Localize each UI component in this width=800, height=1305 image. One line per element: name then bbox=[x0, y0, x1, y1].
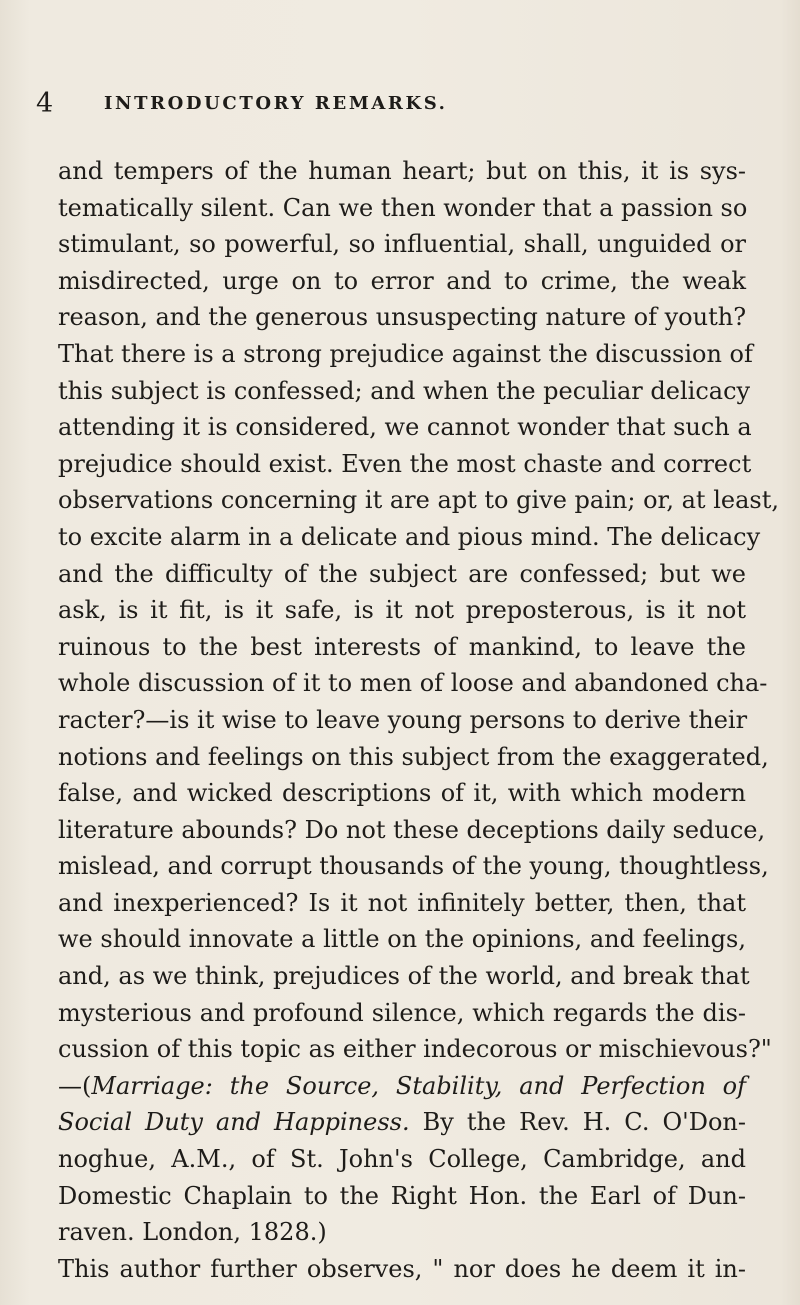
text-line: That there is a strong prejudice against the discussion of bbox=[58, 339, 753, 368]
text-line: to excite alarm in a delicate and pious mind. The delicacy bbox=[58, 522, 761, 551]
text-line: mysterious and profound silence, which regards the dis- bbox=[58, 998, 746, 1027]
text-line: ask, is it fit, is it safe, is it not preposterous, is it not bbox=[58, 596, 746, 625]
text-line: tematically silent. Can we then wonder that a passion so bbox=[58, 193, 748, 222]
page-header bbox=[36, 84, 756, 124]
citation-line bbox=[58, 1104, 746, 1141]
text-line: this subject is confessed; and when the peculiar delicacy bbox=[58, 376, 751, 405]
text-line: racter?—is it wise to leave young persons to derive their bbox=[58, 705, 748, 734]
text-line: misdirected, urge on to error and to crime, the weak bbox=[58, 266, 746, 295]
text-line: Domestic Chaplain to the Right Hon. the Earl of Dun- bbox=[58, 1181, 746, 1210]
citation-author: By the Rev. H. C. O'Don- bbox=[409, 1108, 746, 1137]
text-line: cussion of this topic as either indecorous or mischievous?" bbox=[58, 1035, 772, 1064]
text-line: attending it is considered, we cannot wonder that such a bbox=[58, 413, 752, 442]
citation-line bbox=[58, 1068, 746, 1105]
text-line: and inexperienced? Is it not infinitely better, then, that bbox=[58, 888, 746, 917]
text-line: mislead, and corrupt thousands of the young, thoughtless, bbox=[58, 852, 769, 881]
text-line: and the difficulty of the subject are confessed; but we bbox=[58, 559, 746, 588]
text-line: This author further observes, " nor does he deem it in- bbox=[58, 1254, 746, 1283]
running-title: INTRODUCTORY REMARKS. bbox=[104, 93, 448, 114]
text-line: raven. London, 1828.) bbox=[58, 1218, 327, 1247]
text-line: reason, and the generous unsuspecting nature of youth? bbox=[58, 303, 747, 332]
text-line: false, and wicked descriptions of it, with which modern bbox=[58, 779, 746, 808]
text-line: we should innovate a little on the opinions, and feelings, bbox=[58, 925, 746, 954]
text-line: observations concerning it are apt to give pain; or, at least, bbox=[58, 486, 779, 515]
citation-open: —( bbox=[58, 1071, 92, 1100]
body-text bbox=[58, 153, 779, 1287]
citation-title: Marriage: the Source, Stability, and Perfection of bbox=[91, 1071, 746, 1100]
text-line: ruinous to the best interests of mankind, to leave the bbox=[58, 632, 746, 661]
text-line: stimulant, so powerful, so influential, shall, unguided or bbox=[58, 230, 746, 259]
text-line: whole discussion of it to men of loose and abandoned cha- bbox=[58, 669, 768, 698]
text-line: prejudice should exist. Even the most chaste and correct bbox=[58, 449, 752, 478]
text-line: and tempers of the human heart; but on this, it is sys- bbox=[58, 157, 746, 185]
text-line: notions and feelings on this subject from the exaggerated, bbox=[58, 742, 769, 771]
citation-title-continued: Social Duty and Happiness. bbox=[58, 1108, 410, 1137]
text-line: and, as we think, prejudices of the world, and break that bbox=[58, 962, 750, 991]
text-line: literature abounds? Do not these deceptions daily seduce, bbox=[58, 815, 766, 844]
page-number: 4 bbox=[36, 88, 55, 119]
text-line: noghue, A.M., of St. John's College, Cambridge, and bbox=[58, 1145, 746, 1174]
